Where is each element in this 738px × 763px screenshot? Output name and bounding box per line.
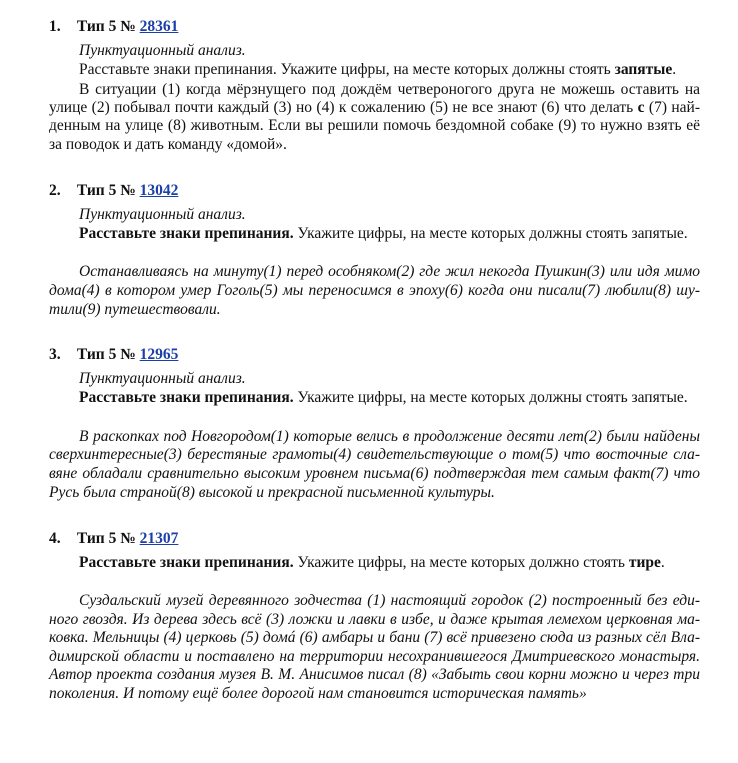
instruction-text: Расставьте знаки препинания. Укажите цифры, на месте которых должны стоять [79, 61, 615, 78]
instruction-emphasis: Расставьте знаки препинания. [79, 554, 294, 571]
text-segment: (7) най- [648, 99, 701, 116]
task-2-header [49, 182, 178, 200]
task-text-line: тили(9) путешествовали. [49, 301, 221, 318]
instruction-text: Укажите цифры, на месте которых должны стоять запятые. [293, 389, 688, 406]
task-subtitle: Пунктуационный анализ. [79, 42, 246, 59]
task-text-line: ного гвоздя. Из дерева здесь всё (3) ложки и лавки в избе, и даже крытая лемехом церковная ма- [49, 611, 700, 628]
task-number: 1. [49, 18, 61, 35]
task-type-label: Тип 5 № [76, 530, 136, 547]
task-4-header [49, 530, 178, 548]
task-instruction [79, 554, 665, 572]
task-type-label: Тип 5 № [76, 18, 136, 35]
task-text-line: поколения. И потому ещё более дорогой нам становится историческая память» [49, 685, 587, 702]
task-instruction [79, 389, 688, 407]
task-id-link[interactable]: 12965 [139, 346, 179, 363]
task-text-line: Останавливаясь на минуту(1) перед особняком(2) где жил некогда Пушкин(3) или идя мимо [79, 263, 700, 280]
task-text-line: Русь была страной(8) высокой и прекрасной письменной культуры. [49, 484, 495, 501]
task-subtitle: Пунктуационный анализ. [79, 206, 246, 223]
task-text-line: Суздальский музей деревянного зодчества (1) настоящий городок (2) построенный без еди- [79, 592, 700, 609]
task-id-link[interactable]: 21307 [139, 530, 179, 547]
task-instruction [79, 61, 676, 79]
task-text-line: димирской области и поставлено на территории несохранившегося Дмитриевского монастыря. [49, 648, 700, 665]
instruction-text: Укажите цифры, на месте которых должно стоять [293, 554, 629, 571]
task-text-line: В ситуации (1) когда мёрзнущего под дождём четвероногого друга не можешь оставить на [79, 81, 700, 98]
task-text-line: за поводок и дать команду «домой». [49, 136, 287, 153]
task-text-line: денным на улице (8) животным. Если вы решили помочь бездомной собаке (9) то нужно взять её [49, 117, 700, 134]
task-id-link[interactable]: 13042 [139, 182, 179, 199]
instruction-emphasis: тире [628, 554, 661, 571]
text-emphasis: с [637, 99, 645, 116]
task-text-line: В раскопках под Новгородом(1) которые велись в продолжение десяти лет(2) были найдены [79, 428, 700, 445]
task-text-line: ковка. Мельницы (4) церковь (5) домá (6) амбары и бани (7) всё привезено сюда из разных сёл Вла- [49, 629, 700, 646]
task-text-line: вяне обладали сравнительно высоким уровнем письма(6) подтверждая тем самым факт(7) что [49, 465, 700, 482]
instruction-punct: . [672, 61, 677, 78]
task-type-label: Тип 5 № [76, 346, 136, 363]
task-instruction [79, 225, 688, 243]
instruction-text: Укажите цифры, на месте которых должны стоять запятые. [293, 225, 688, 242]
task-3-header [49, 346, 178, 364]
task-text-line: Автор проекта создания музея В. М. Анисимов писал (8) «Забыть свои корни можно и через три [49, 666, 700, 683]
task-1-header [49, 18, 178, 36]
task-number: 2. [49, 182, 61, 199]
instruction-emphasis: запятые [614, 61, 673, 78]
task-id-link[interactable]: 28361 [139, 18, 179, 35]
instruction-punct: . [660, 554, 665, 571]
instruction-emphasis: Расставьте знаки препинания. [79, 225, 294, 242]
task-type-label: Тип 5 № [76, 182, 136, 199]
task-text-line [49, 99, 700, 118]
task-subtitle: Пунктуационный анализ. [79, 370, 246, 387]
instruction-emphasis: Расставьте знаки препинания. [79, 389, 294, 406]
text-segment: улице (2) побывал почти каждый (3) но (4) к сожалению (5) не все знают (6) что делать [49, 99, 634, 116]
task-number: 4. [49, 530, 61, 547]
task-text-line: сверхинтересные(3) берестяные грамоты(4) свидетельствующие о том(5) что восточные сла- [49, 446, 700, 463]
task-number: 3. [49, 346, 61, 363]
task-text-line: дома(4) в котором умер Гоголь(5) мы переносимся в эпоху(6) когда они писали(7) любили(8) шу- [49, 282, 700, 299]
